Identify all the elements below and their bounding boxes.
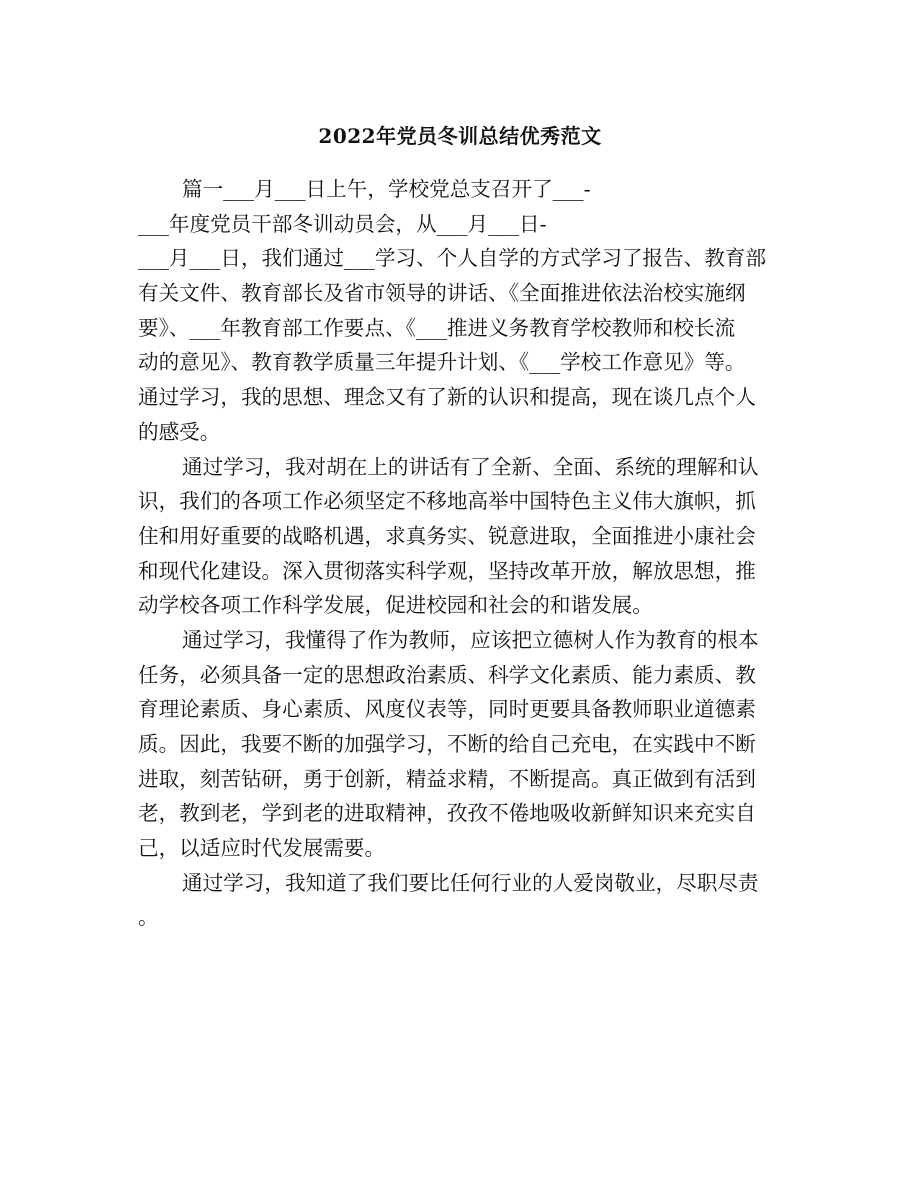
text-line: 动学校各项工作科学发展，促进校园和社会的和谐发展。 (138, 593, 653, 618)
text-line: 。 (138, 905, 159, 930)
text-line: 篇一___月___日上午，学校党总支召开了___- (182, 177, 591, 201)
text-line: 进取，刻苦钻研，勇于创新，精益求精，不断提高。真正做到有活到 (138, 766, 756, 791)
text-line: 质。因此，我要不断的加强学习，不断的给自己充电，在实践中不断 (138, 732, 756, 756)
text-line: 和现代化建设。深入贯彻落实科学观，坚持改革开放，解放思想，推 (138, 558, 756, 583)
text-line: 通过学习，我知道了我们要比任何行业的人爱岗敬业，尽职尽责 (182, 870, 759, 895)
text-line: ___年度党员干部冬训动员会，从___月___日- (138, 211, 547, 236)
text-line: 住和用好重要的战略机遇，求真务实、锐意进取，全面推进小康社会 (138, 523, 756, 548)
text-line: 任务，必须具备一定的思想政治素质、科学文化素质、能力素质、教 (138, 662, 756, 687)
text-line: 老，教到老，学到老的进取精神，孜孜不倦地吸收新鲜知识来充实自 (138, 801, 756, 826)
text-line: 要》、___年教育部工作要点、《___推进义务教育学校教师和校长流 (138, 315, 736, 340)
text-line: 己，以适应时代发展需要。 (138, 836, 386, 861)
text-line: ___月___日，我们通过___学习、个人自学的方式学习了报告、教育部 (138, 246, 767, 271)
text-line: 通过学习，我的思想、理念又有了新的认识和提高，现在谈几点个人 (138, 385, 756, 410)
text-line: 通过学习，我懂得了作为教师，应该把立德树人作为教育的根本 (182, 627, 759, 652)
text-line: 识，我们的各项工作必须坚定不移地高举中国特色主义伟大旗帜，抓 (138, 489, 756, 514)
text-line: 有关文件、教育部长及省市领导的讲话、《全面推进依法治校实施纲 (138, 281, 746, 306)
document-body (138, 172, 778, 935)
text-line: 育理论素质、身心素质、风度仪表等，同时更要具备教师职业道德素 (138, 697, 756, 722)
text-line: 通过学习，我对胡在上的讲话有了全新、全面、系统的理解和认 (182, 454, 759, 479)
text-line: 的感受。 (138, 419, 221, 444)
text-line: 动的意见》、教育教学质量三年提升计划、《___学校工作意见》等。 (138, 350, 746, 375)
document-title: 2022年党员冬训总结优秀范文 (318, 124, 602, 148)
